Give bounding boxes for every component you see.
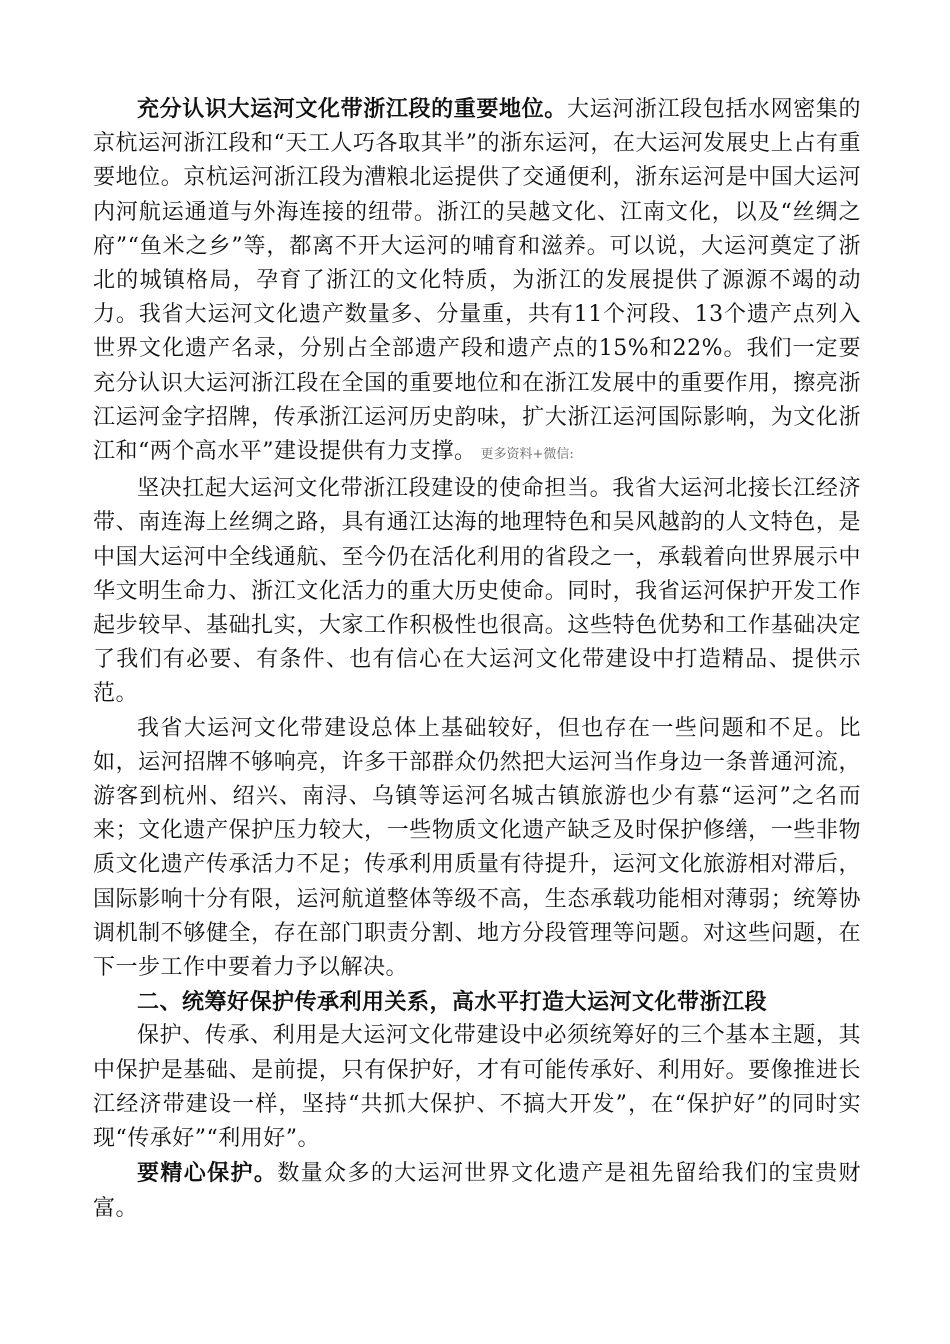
paragraph-body: 坚决扛起大运河文化带浙江段建设的使命担当。我省大运河北接长江经济带、南连海上丝绸之路，具有通江达海的地理特色和吴风越韵的人文特色，是中国大运河中全线通航、至今仍在活化利用的省段之一，承载着向世界展示中华文明生命力、浙江文化活力的重大历史使命。同时，我省运河保护开发工作起步较早、基础扎实，大家工作积极性也很高。这些特色优势和工作基础决定了我们有必要、有条件、也有信心在大运河文化带建设中打造精品、提供示范。 [93, 476, 861, 707]
paragraph-lead-bold: 要精心保护。 [137, 1160, 278, 1187]
paragraph-body: 我省大运河文化带建设总体上基础较好，但也存在一些问题和不足。比如，运河招牌不够响亮，许多干部群众仍然把大运河当作身边一条普通河流，游客到杭州、绍兴、南浔、乌镇等运河名城古镇旅游也少有慕“运河”之名而来；文化遗产保护压力较大，一些物质文化遗产缺乏及时保护修缮，一些非物质文化遗产传承活力不足；传承利用质量有待提升，运河文化旅游相对滞后，国际影响十分有限，运河航道整体等级不高，生态承载功能相对薄弱；统筹协调机制不够健全，存在部门职责分割、地方分段管理等问题。对这些问题，在下一步工作中要着力予以解决。 [93, 715, 861, 981]
paragraph-problems [93, 712, 861, 986]
paragraph-body: 数量众多的大运河世界文化遗产是祖先留给我们的宝贵财富。 [93, 1161, 861, 1221]
section-heading: 二、统筹好保护传承利用关系，高水平打造大运河文化带浙江段 [137, 989, 768, 1016]
paragraph-body: 保护、传承、利用是大运河文化带建设中必须统筹好的三个基本主题，其中保护是基础、是前提，只有保护好，才有可能传承好、利用好。要像推进长江经济带建设一样，坚持“共抓大保护、不搞大开发”，在“保护好”的同时实现“传承好”“利用好”。 [93, 1023, 861, 1152]
paragraph-body: 大运河浙江段包括水网密集的京杭运河浙江段和“天工人巧各取其半”的浙东运河，在大运河发展史上占有重要地位。京杭运河浙江段为漕粮北运提供了交通便利，浙东运河是中国大运河内河航运通道与外海连接的纽带。浙江的吴越文化、江南文化，以及“丝绸之府”“鱼米之乡”等，都离不开大运河的哺育和滋养。可以说，大运河奠定了浙北的城镇格局，孕育了浙江的文化特质，为浙江的发展提供了源源不竭的动力。我省大运河文化遗产数量多、分量重，共有11个河段、13个遗产点列入世界文化遗产名录，分别占全部遗产段和遗产点的15%和22%。我们一定要充分认识大运河浙江段在全国的重要地位和在浙江发展中的重要作用，擦亮浙江运河金字招牌，传承浙江运河历史韵味，扩大浙江运河国际影响，为文化浙江和“两个高水平”建设提供有力支撑。 [93, 97, 861, 465]
paragraph-mission [93, 472, 861, 711]
document-page [93, 92, 861, 1226]
paragraph-importance [93, 92, 861, 472]
paragraph-careful-protection [93, 1156, 861, 1225]
paragraph-protection-principles [93, 1019, 861, 1156]
contact-note: 更多资料+微信: [480, 447, 574, 463]
paragraph-lead-bold: 充分认识大运河文化带浙江段的重要地位。 [137, 96, 567, 122]
